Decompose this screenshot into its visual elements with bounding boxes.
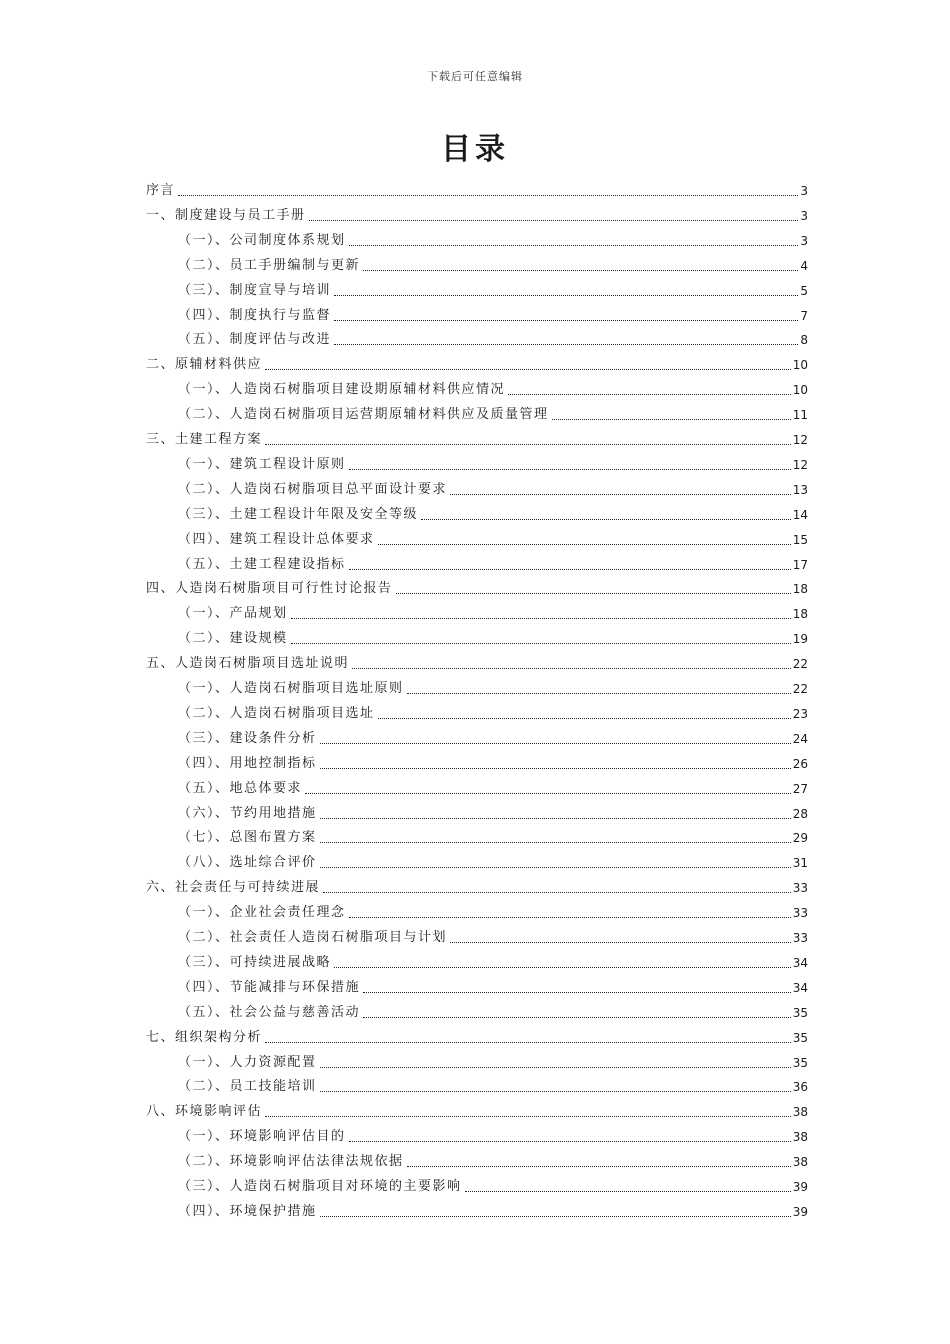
toc-entry[interactable] — [178, 1047, 808, 1071]
toc-entry-page: 26 — [792, 756, 808, 771]
dot-leader — [334, 967, 791, 968]
toc-entry[interactable] — [178, 499, 808, 523]
toc-entry[interactable] — [178, 972, 808, 996]
toc-entry-label: （二）、人造岗石树脂项目运营期原辅材料供应及质量管理 — [178, 407, 549, 423]
dot-leader — [349, 569, 791, 570]
toc-entry-page: 18 — [792, 582, 808, 597]
toc-entry[interactable] — [178, 623, 808, 647]
toc-entry-page: 3 — [800, 233, 808, 248]
dot-leader — [265, 1042, 791, 1043]
toc-entry[interactable] — [178, 324, 808, 348]
dot-leader — [349, 245, 799, 246]
toc-entry-page: 3 — [800, 184, 808, 198]
toc-entry[interactable] — [178, 374, 808, 398]
toc-entry-page: 31 — [792, 856, 808, 871]
toc-entry[interactable] — [178, 598, 808, 622]
toc-entry-page: 24 — [792, 731, 808, 746]
toc-entry-page: 10 — [792, 383, 808, 398]
toc-entry-page: 38 — [792, 1105, 808, 1120]
dot-leader — [305, 793, 791, 794]
toc-entry[interactable] — [178, 1171, 808, 1195]
toc-entry[interactable] — [178, 1121, 808, 1145]
toc-entry-page: 28 — [792, 806, 808, 821]
dot-leader — [363, 992, 791, 993]
dot-leader — [407, 693, 791, 694]
toc-entry-page: 3 — [800, 208, 808, 223]
toc-entry-label: （二）、人造岗石树脂项目总平面设计要求 — [178, 481, 448, 497]
dot-leader — [465, 1191, 791, 1192]
toc-entry-page: 39 — [792, 1204, 808, 1219]
toc-entry-label: 二、原辅材料供应 — [146, 357, 263, 373]
dot-leader — [421, 519, 791, 520]
toc-entry-page: 35 — [792, 1005, 808, 1020]
toc-entry[interactable] — [146, 648, 808, 672]
toc-entry-page: 14 — [792, 507, 808, 522]
dot-leader — [407, 1166, 791, 1167]
dot-leader — [352, 668, 791, 669]
toc-entry-label: （二）、员工技能培训 — [178, 1079, 317, 1095]
toc-entry-label: 五、人造岗石树脂项目选址说明 — [146, 656, 350, 672]
toc-entry-label: （一）、人造岗石树脂项目建设期原辅材料供应情况 — [178, 382, 506, 398]
dot-leader — [363, 270, 798, 271]
toc-entry-page: 29 — [792, 831, 808, 846]
toc-entry-label: （三）、可持续进展战略 — [178, 954, 332, 970]
toc-entry-label: （八）、选址综合评价 — [178, 855, 317, 871]
toc-entry-page: 35 — [792, 1030, 808, 1045]
dot-leader — [320, 743, 791, 744]
toc-entry[interactable] — [146, 424, 808, 448]
toc-entry[interactable] — [178, 1196, 808, 1220]
toc-entry-label: 一、制度建设与员工手册 — [146, 207, 306, 223]
toc-entry-label: （二）、环境影响评估法律法规依据 — [178, 1154, 404, 1170]
dot-leader — [320, 768, 791, 769]
toc-entry-label: （一）、企业社会责任理念 — [178, 905, 346, 921]
toc-entry-label: （三）、制度宣导与培训 — [178, 282, 332, 298]
toc-entry-label: （二）、社会责任人造岗石树脂项目与计划 — [178, 930, 448, 945]
dot-leader — [320, 818, 791, 819]
toc-entry-label: （五）、社会公益与慈善活动 — [178, 1004, 361, 1020]
toc-entry[interactable] — [178, 1146, 808, 1170]
dot-leader — [349, 1141, 791, 1142]
toc-entry-label: （一）、人造岗石树脂项目选址原则 — [178, 681, 404, 696]
toc-entry[interactable] — [146, 200, 808, 224]
toc-entry-page: 27 — [792, 781, 808, 796]
toc-entry-label: （四）、建筑工程设计总体要求 — [178, 531, 375, 547]
toc-entry-label: （一）、人力资源配置 — [178, 1054, 317, 1070]
toc-entry-page: 34 — [792, 955, 808, 970]
toc-entry-label: （四）、用地控制指标 — [178, 755, 317, 771]
toc-entry-label: （四）、环境保护措施 — [178, 1203, 317, 1219]
toc-entry[interactable] — [178, 798, 808, 822]
toc-entry[interactable] — [178, 1071, 808, 1095]
toc-entry[interactable] — [146, 573, 808, 597]
toc-entry-page: 38 — [792, 1130, 808, 1145]
toc-entry-label: （一）、公司制度体系规划 — [178, 232, 346, 248]
header-note: 下载后可任意编辑 — [427, 70, 523, 83]
toc-entry-page: 33 — [792, 931, 808, 945]
dot-leader — [378, 718, 791, 719]
toc-entry-page: 18 — [792, 607, 808, 622]
toc-entry-page: 22 — [792, 682, 808, 696]
toc-entry-page: 7 — [800, 308, 808, 323]
dot-leader — [363, 1017, 791, 1018]
toc-entry-label: （一）、产品规划 — [178, 606, 288, 622]
dot-leader — [349, 469, 791, 470]
dot-leader — [334, 320, 798, 321]
toc-entry-page: 33 — [792, 881, 808, 896]
dot-leader — [450, 494, 791, 495]
dot-leader — [309, 220, 799, 221]
toc-entry[interactable] — [178, 275, 808, 299]
dot-leader — [265, 369, 791, 370]
toc-entry-page: 15 — [792, 532, 808, 547]
toc-entry-page: 22 — [792, 657, 808, 672]
toc-entry[interactable] — [178, 847, 808, 871]
toc-entry[interactable] — [178, 698, 808, 722]
toc-entry-page: 19 — [792, 632, 808, 647]
toc-entry-page: 17 — [792, 557, 808, 572]
toc-entry-page: 11 — [792, 408, 808, 423]
toc-entry[interactable] — [178, 549, 808, 573]
toc-entry-page: 34 — [792, 980, 808, 995]
toc-entry-label: 六、社会责任与可持续进展 — [146, 880, 321, 896]
toc-entry[interactable] — [146, 175, 808, 199]
toc-entry-page: 23 — [792, 706, 808, 721]
toc-entry-page: 13 — [792, 482, 808, 497]
toc-entry[interactable] — [178, 225, 808, 249]
toc-entry-label: 三、土建工程方案 — [146, 432, 263, 447]
toc-entry-label: （一）、建筑工程设计原则 — [178, 456, 346, 472]
dot-leader — [291, 618, 791, 619]
toc-entry-label: 序言 — [146, 183, 176, 198]
toc-entry-page: 4 — [800, 258, 808, 273]
dot-leader — [323, 892, 791, 893]
page-title: 目录 — [441, 132, 509, 167]
dot-leader — [552, 419, 791, 420]
toc-entry-label: （六）、节约用地措施 — [178, 805, 317, 821]
toc-entry[interactable] — [178, 474, 808, 498]
toc-entry[interactable] — [178, 773, 808, 797]
toc-entry[interactable] — [146, 872, 808, 896]
dot-leader — [396, 593, 791, 594]
toc-entry-page: 35 — [792, 1055, 808, 1070]
toc-entry-page: 5 — [800, 283, 808, 298]
toc-entry-label: （四）、节能减排与环保措施 — [178, 979, 361, 995]
dot-leader — [378, 544, 791, 545]
toc-entry[interactable] — [146, 349, 808, 373]
toc-entry-label: （二）、建设规模 — [178, 631, 288, 647]
toc-entry[interactable] — [178, 748, 808, 772]
toc-entry-page: 12 — [792, 433, 808, 447]
toc-entry-label: （二）、员工手册编制与更新 — [178, 257, 361, 273]
toc-entry-label: 八、环境影响评估 — [146, 1104, 263, 1120]
toc-entry-label: （五）、地总体要求 — [178, 780, 303, 796]
toc-entry[interactable] — [178, 449, 808, 473]
toc-entry[interactable] — [146, 1022, 808, 1046]
toc-entry[interactable] — [178, 897, 808, 921]
toc-entry-label: （一）、环境影响评估目的 — [178, 1129, 346, 1145]
toc-entry-page: 8 — [800, 333, 808, 348]
toc-entry-page: 33 — [792, 906, 808, 921]
toc-entry[interactable] — [178, 922, 808, 946]
dot-leader — [265, 444, 791, 445]
toc-entry[interactable] — [178, 723, 808, 747]
toc-entry[interactable] — [178, 300, 808, 324]
dot-leader — [450, 942, 791, 943]
dot-leader — [334, 344, 798, 345]
toc-entry[interactable] — [178, 947, 808, 971]
toc-entry-label: （五）、土建工程建设指标 — [178, 556, 346, 572]
dot-leader — [349, 917, 791, 918]
dot-leader — [508, 394, 791, 395]
toc-entry-label: （七）、总图布置方案 — [178, 830, 317, 846]
dot-leader — [320, 1216, 791, 1217]
dot-leader — [291, 643, 791, 644]
toc-entry-page: 10 — [792, 358, 808, 373]
toc-entry-label: （三）、土建工程设计年限及安全等级 — [178, 506, 419, 522]
dot-leader — [178, 195, 798, 196]
toc-entry-page: 12 — [792, 457, 808, 472]
toc-entry[interactable] — [178, 997, 808, 1021]
toc-entry-label: （五）、制度评估与改进 — [178, 332, 332, 348]
toc-entry[interactable] — [178, 250, 808, 274]
dot-leader — [320, 842, 791, 843]
toc-entry[interactable] — [178, 399, 808, 423]
toc-entry[interactable] — [178, 673, 808, 697]
toc-entry-label: （三）、建设条件分析 — [178, 730, 317, 746]
toc-entry[interactable] — [146, 1096, 808, 1120]
toc-entry-label: （四）、制度执行与监督 — [178, 307, 332, 323]
toc-entry-label: 四、人造岗石树脂项目可行性讨论报告 — [146, 581, 393, 597]
toc-entry-page: 39 — [792, 1180, 808, 1194]
toc-entry-label: （三）、人造岗石树脂项目对环境的主要影响 — [178, 1179, 462, 1194]
dot-leader — [265, 1116, 791, 1117]
dot-leader — [320, 867, 791, 868]
toc-entry-label: 七、组织架构分析 — [146, 1029, 263, 1045]
dot-leader — [320, 1067, 791, 1068]
toc-entry[interactable] — [178, 822, 808, 846]
toc-entry-label: （二）、人造岗石树脂项目选址 — [178, 705, 375, 721]
dot-leader — [334, 295, 798, 296]
toc-entry[interactable] — [178, 524, 808, 548]
toc-entry-page: 38 — [792, 1155, 808, 1170]
dot-leader — [320, 1091, 791, 1092]
toc-entry-page: 36 — [792, 1080, 808, 1095]
